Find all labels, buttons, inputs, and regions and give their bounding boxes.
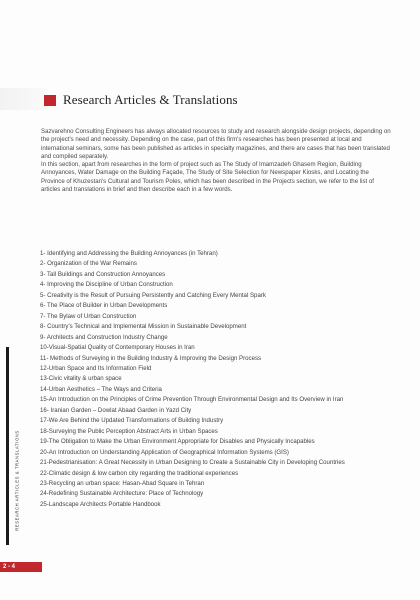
article-item: 5- Creativity is the Result of Pursuing Persistently and Catching Every Mental Spark	[40, 291, 266, 299]
article-item: 1- Identifying and Addressing the Building Annoyances (in Tehran)	[40, 250, 218, 257]
article-item: 4- Improving the Discipline of Urban Construction	[40, 281, 173, 289]
article-item: 17-We Are Behind the Updated Transformations of Building Industry	[40, 417, 224, 425]
title-marker	[44, 95, 56, 106]
page-number-badge: 2 - 4	[0, 562, 42, 572]
section-title: Research Articles & Translations	[63, 92, 238, 107]
intro-text	[41, 128, 393, 194]
article-item: 23-Recycling an urban space: Hasan-Abad Square in Tehran	[40, 479, 205, 487]
article-item: 7- The Bylaw of Urban Construction	[40, 312, 137, 320]
article-item: 19-The Obligation to Make the Urban Environment Appropriate for Disables and Physically Incapables	[40, 438, 315, 446]
article-item: 10-Visual-Spatial Quality of Contemporary Houses in Iran	[40, 344, 195, 352]
article-item: 9- Architects and Construction Industry Change	[40, 333, 168, 341]
article-item: 13-Civic vitality & urban space	[40, 375, 122, 383]
article-item: 14-Urban Aesthetics – The Ways and Criteria	[40, 385, 162, 393]
article-item: 2- Organization of the War Remains	[40, 260, 137, 268]
article-item: 3- Tall Buildings and Construction Annoyances	[40, 270, 166, 278]
article-item: 18-Surveying the Public Perception Abstract Arts in Urban Spaces	[40, 427, 218, 435]
article-item: 8- Country's Technical and Implemental Mission in Sustainable Development	[40, 323, 247, 331]
intro-paragraph: In this section, apart from researches in the form of project such as The Study of Imamzadeh Ghasem Region, Building Annoyances, Water Damage on the Building Façade, The Study of Site Selection for Newspaper Kiosks, and Locating the Province of Khuzestan's Cultural and Tourism Poles, which has been described in the Projects section, we refer to the list of articles and translations in brief and then describe each in a few words.	[41, 161, 374, 194]
sidebar-bar	[6, 347, 9, 545]
intro-paragraph: Sazvarehno Consulting Engineers has always allocated resources to study and research alongside design projects, depending on the project's need and necessity. Depending on the case, part of this firm's researches has been presented at local and international seminars, some has been published as articles in specialty magazines, and there are cases that has been translated and compiled separately.	[41, 128, 391, 160]
article-item: 22-Climatic design & low carbon city regarding the traditional experiences	[40, 469, 239, 477]
article-item: 12-Urban Space and Its Information Field	[40, 364, 152, 372]
sidebar-label: RESEARCH ARTICLES & TRANSLATIONS	[14, 430, 20, 531]
header-band	[0, 88, 48, 110]
article-item: 15-An Introduction on the Principles of Crime Prevention Through Environmental Design and Its Overview in Iran	[40, 396, 344, 404]
article-item: 24-Redefining Sustainable Architecture: Place of Technology	[40, 490, 204, 498]
article-item: 11- Methods of Surveying in the Building Industry & Improving the Design Process	[40, 354, 262, 362]
article-item: 16- Iranian Garden – Dowlat Abaad Garden in Yazd City	[40, 406, 192, 414]
article-item: 21-Pedestrianisation: A Great Necessity in Urban Designing to Create a Sustainable City in Developing Countries	[40, 459, 345, 467]
article-list	[40, 249, 400, 510]
article-item: 6- The Place of Builder in Urban Developments	[40, 302, 168, 310]
article-item: 25-Landscape Architects Portable Handbook	[40, 500, 161, 508]
article-item: 20-An Introduction on Understanding Application of Geographical Information Systems (GIS)	[40, 448, 289, 456]
